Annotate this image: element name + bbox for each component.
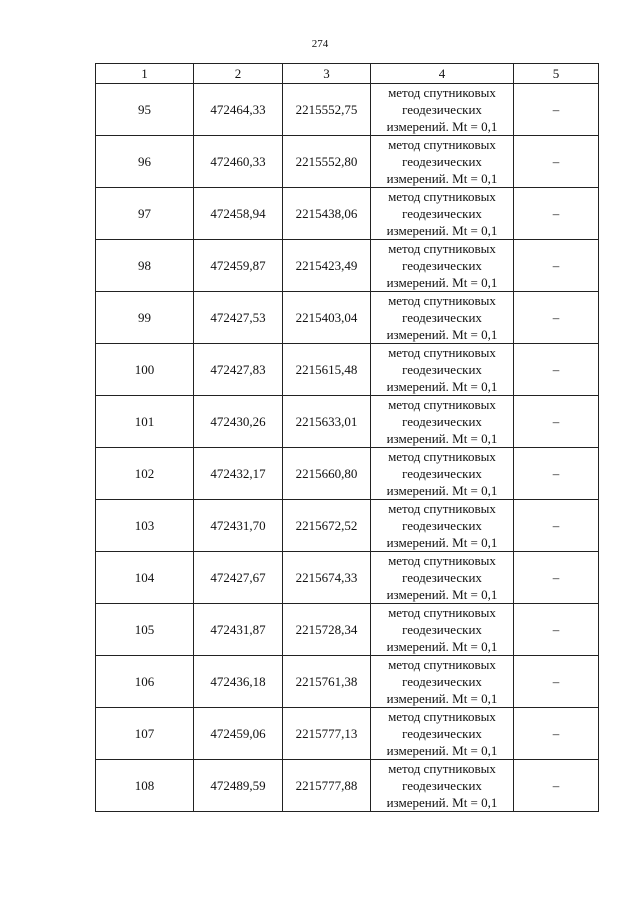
y-coordinate-cell: 2215552,80 — [283, 136, 371, 188]
x-coordinate-cell: 472459,06 — [194, 708, 283, 760]
method-cell — [371, 396, 514, 448]
method-line: геодезических — [402, 310, 482, 325]
y-coordinate-cell: 2215674,33 — [283, 552, 371, 604]
method-line: измерений. Mt = 0,1 — [386, 535, 498, 550]
method-line: метод спутниковых — [388, 293, 496, 308]
x-coordinate-cell: 472431,70 — [194, 500, 283, 552]
note-cell: – — [514, 136, 599, 188]
y-coordinate-cell: 2215403,04 — [283, 292, 371, 344]
method-line: метод спутниковых — [388, 553, 496, 568]
method-line: метод спутниковых — [388, 85, 496, 100]
method-line: геодезических — [402, 466, 482, 481]
point-number-cell: 99 — [96, 292, 194, 344]
column-header: 2 — [194, 64, 283, 84]
table-row — [96, 188, 599, 240]
y-coordinate-cell: 2215633,01 — [283, 396, 371, 448]
method-cell — [371, 448, 514, 500]
note-cell: – — [514, 760, 599, 812]
note-cell: – — [514, 656, 599, 708]
x-coordinate-cell: 472430,26 — [194, 396, 283, 448]
note-cell: – — [514, 708, 599, 760]
method-line: измерений. Mt = 0,1 — [386, 795, 498, 810]
x-coordinate-cell: 472459,87 — [194, 240, 283, 292]
method-cell — [371, 604, 514, 656]
method-line: геодезических — [402, 518, 482, 533]
method-line: измерений. Mt = 0,1 — [386, 327, 498, 342]
method-line: метод спутниковых — [388, 657, 496, 672]
method-line: геодезических — [402, 362, 482, 377]
method-line: метод спутниковых — [388, 449, 496, 464]
point-number-cell: 101 — [96, 396, 194, 448]
method-line: геодезических — [402, 778, 482, 793]
note-cell: – — [514, 604, 599, 656]
method-cell — [371, 344, 514, 396]
method-cell — [371, 188, 514, 240]
table-row — [96, 84, 599, 136]
y-coordinate-cell: 2215423,49 — [283, 240, 371, 292]
method-cell — [371, 656, 514, 708]
column-header: 5 — [514, 64, 599, 84]
page-number: 274 — [311, 38, 329, 50]
table-header-row — [96, 64, 599, 84]
x-coordinate-cell: 472458,94 — [194, 188, 283, 240]
point-number-cell: 102 — [96, 448, 194, 500]
method-line: метод спутниковых — [388, 605, 496, 620]
y-coordinate-cell: 2215660,80 — [283, 448, 371, 500]
method-line: измерений. Mt = 0,1 — [386, 379, 498, 394]
y-coordinate-cell: 2215777,88 — [283, 760, 371, 812]
note-cell: – — [514, 188, 599, 240]
table-row — [96, 500, 599, 552]
table-row — [96, 292, 599, 344]
column-header: 1 — [96, 64, 194, 84]
column-header: 4 — [371, 64, 514, 84]
x-coordinate-cell: 472489,59 — [194, 760, 283, 812]
x-coordinate-cell: 472431,87 — [194, 604, 283, 656]
method-cell — [371, 708, 514, 760]
method-line: метод спутниковых — [388, 137, 496, 152]
method-line: геодезических — [402, 622, 482, 637]
y-coordinate-cell: 2215761,38 — [283, 656, 371, 708]
note-cell: – — [514, 500, 599, 552]
note-cell: – — [514, 344, 599, 396]
table-row — [96, 396, 599, 448]
method-line: метод спутниковых — [388, 345, 496, 360]
method-line: измерений. Mt = 0,1 — [386, 119, 498, 134]
y-coordinate-cell: 2215615,48 — [283, 344, 371, 396]
method-line: измерений. Mt = 0,1 — [386, 691, 498, 706]
point-number-cell: 107 — [96, 708, 194, 760]
method-line: геодезических — [402, 570, 482, 585]
method-line: измерений. Mt = 0,1 — [386, 171, 498, 186]
method-line: измерений. Mt = 0,1 — [386, 223, 498, 238]
method-cell — [371, 136, 514, 188]
method-line: измерений. Mt = 0,1 — [386, 587, 498, 602]
point-number-cell: 108 — [96, 760, 194, 812]
y-coordinate-cell: 2215777,13 — [283, 708, 371, 760]
point-number-cell: 96 — [96, 136, 194, 188]
column-header: 3 — [283, 64, 371, 84]
point-number-cell: 95 — [96, 84, 194, 136]
method-cell — [371, 240, 514, 292]
point-number-cell: 98 — [96, 240, 194, 292]
method-cell — [371, 760, 514, 812]
point-number-cell: 100 — [96, 344, 194, 396]
table-row — [96, 240, 599, 292]
method-line: геодезических — [402, 154, 482, 169]
y-coordinate-cell: 2215728,34 — [283, 604, 371, 656]
point-number-cell: 103 — [96, 500, 194, 552]
method-line: измерений. Mt = 0,1 — [386, 275, 498, 290]
table-row — [96, 136, 599, 188]
x-coordinate-cell: 472432,17 — [194, 448, 283, 500]
table-row — [96, 708, 599, 760]
x-coordinate-cell: 472427,53 — [194, 292, 283, 344]
method-line: метод спутниковых — [388, 189, 496, 204]
method-cell — [371, 84, 514, 136]
note-cell: – — [514, 84, 599, 136]
note-cell: – — [514, 396, 599, 448]
table-row — [96, 656, 599, 708]
x-coordinate-cell: 472436,18 — [194, 656, 283, 708]
method-line: метод спутниковых — [388, 709, 496, 724]
method-line: геодезических — [402, 726, 482, 741]
note-cell: – — [514, 240, 599, 292]
table-row — [96, 552, 599, 604]
method-cell — [371, 552, 514, 604]
note-cell: – — [514, 292, 599, 344]
table-body — [96, 84, 599, 812]
method-line: метод спутниковых — [388, 761, 496, 776]
y-coordinate-cell: 2215552,75 — [283, 84, 371, 136]
note-cell: – — [514, 448, 599, 500]
note-cell: – — [514, 552, 599, 604]
point-number-cell: 105 — [96, 604, 194, 656]
method-cell — [371, 292, 514, 344]
x-coordinate-cell: 472460,33 — [194, 136, 283, 188]
table-row — [96, 448, 599, 500]
method-line: измерений. Mt = 0,1 — [386, 639, 498, 654]
table-row — [96, 604, 599, 656]
method-line: геодезических — [402, 102, 482, 117]
coordinates-table — [95, 63, 599, 812]
method-line: геодезических — [402, 206, 482, 221]
method-line: метод спутниковых — [388, 397, 496, 412]
point-number-cell: 106 — [96, 656, 194, 708]
table-row — [96, 344, 599, 396]
x-coordinate-cell: 472427,67 — [194, 552, 283, 604]
method-line: метод спутниковых — [388, 501, 496, 516]
method-line: геодезических — [402, 414, 482, 429]
method-line: измерений. Mt = 0,1 — [386, 431, 498, 446]
method-line: геодезических — [402, 674, 482, 689]
method-line: геодезических — [402, 258, 482, 273]
method-line: измерений. Mt = 0,1 — [386, 743, 498, 758]
point-number-cell: 104 — [96, 552, 194, 604]
x-coordinate-cell: 472427,83 — [194, 344, 283, 396]
y-coordinate-cell: 2215672,52 — [283, 500, 371, 552]
table-row — [96, 760, 599, 812]
y-coordinate-cell: 2215438,06 — [283, 188, 371, 240]
method-line: измерений. Mt = 0,1 — [386, 483, 498, 498]
method-line: метод спутниковых — [388, 241, 496, 256]
x-coordinate-cell: 472464,33 — [194, 84, 283, 136]
method-cell — [371, 500, 514, 552]
point-number-cell: 97 — [96, 188, 194, 240]
